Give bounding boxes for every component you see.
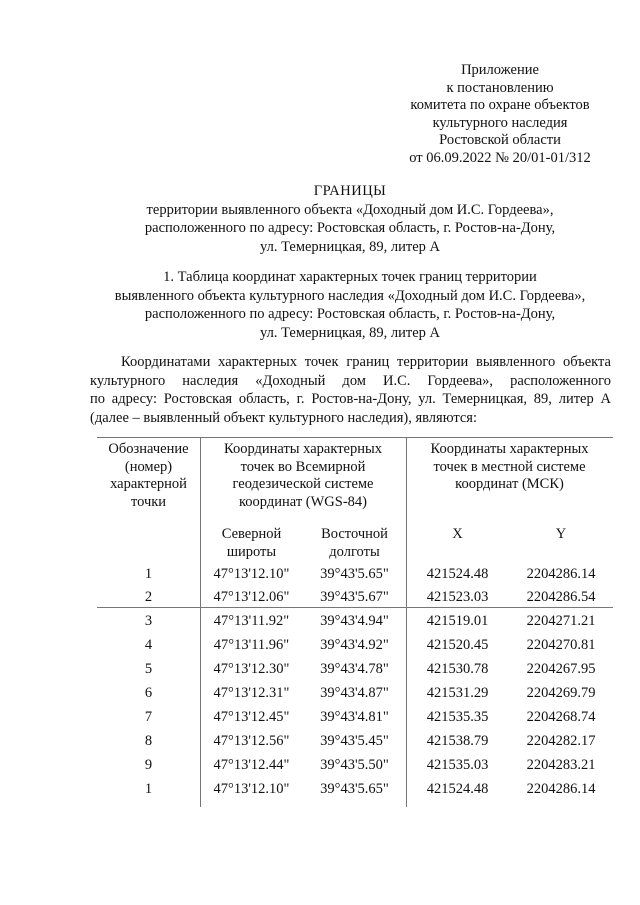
- header-east-longitude: Восточной долготы: [321, 526, 388, 560]
- cell-longitude: 39°43'5.67": [320, 589, 389, 605]
- cell-point-number: 4: [144, 637, 153, 653]
- cell-point-number: 3: [144, 613, 153, 629]
- document-title: [60, 182, 640, 256]
- header-x: X: [452, 526, 463, 542]
- title-line: территории выявленного объекта «Доходный дом И.С. Гордеева»,: [146, 201, 554, 218]
- header-point-designation: Обозначение (номер) характерной точки: [108, 441, 189, 510]
- cell-y: 2204286.14: [526, 566, 596, 582]
- cell-y: 2204267.95: [526, 661, 596, 677]
- cell-x: 421524.48: [426, 781, 489, 797]
- cell-y: 2204282.17: [526, 733, 596, 749]
- appendix-block: [370, 62, 630, 167]
- header-wgs84: Координаты характерных точек во Всемирной геодезической системе координат (WGS-84): [224, 441, 382, 510]
- table-top-border: [97, 437, 613, 438]
- title-line: расположенного по адресу: Ростовская область, г. Ростов-на-Дону,: [144, 220, 556, 236]
- cell-point-number: 6: [144, 685, 153, 701]
- appendix-line: к постановлению: [446, 79, 554, 96]
- cell-x: 421535.35: [426, 709, 489, 725]
- cell-x: 421535.03: [426, 757, 489, 773]
- appendix-line: комитета по охране объектов: [410, 97, 590, 113]
- cell-longitude: 39°43'4.92": [320, 637, 389, 653]
- cell-y: 2204283.21: [526, 757, 596, 773]
- cell-x: 421520.45: [426, 637, 489, 653]
- cell-longitude: 39°43'4.94": [320, 613, 389, 629]
- header-y: Y: [555, 526, 567, 542]
- cell-latitude: 47°13'12.30": [213, 661, 290, 677]
- cell-longitude: 39°43'4.81": [320, 709, 389, 725]
- cell-point-number: 8: [144, 733, 153, 749]
- table-caption-line: 1. Таблица координат характерных точек границ территории: [163, 269, 537, 285]
- cell-point-number: 5: [144, 661, 153, 677]
- cell-x: 421538.79: [426, 733, 489, 749]
- cell-latitude: 47°13'12.06": [213, 589, 290, 605]
- cell-longitude: 39°43'4.78": [320, 661, 389, 677]
- cell-y: 2204286.54: [526, 589, 596, 605]
- appendix-line: Ростовской области: [439, 132, 561, 148]
- cell-longitude: 39°43'5.45": [320, 733, 389, 749]
- cell-point-number: 9: [144, 757, 153, 773]
- cell-x: 421519.01: [426, 613, 489, 629]
- paragraph-line: культурного наследия «Доходный дом И.С. Гордеева», расположенного: [90, 372, 611, 389]
- cell-y: 2204268.74: [526, 709, 596, 725]
- cell-longitude: 39°43'5.50": [320, 757, 389, 773]
- appendix-line: от 06.09.2022 № 20/01-01/312: [409, 149, 591, 166]
- intro-paragraph: [90, 353, 611, 427]
- cell-y: 2204269.79: [526, 685, 596, 701]
- cell-x: 421524.48: [426, 566, 489, 582]
- cell-latitude: 47°13'12.44": [213, 757, 290, 773]
- cell-point-number: 2: [144, 589, 153, 605]
- cell-latitude: 47°13'12.45": [213, 709, 290, 725]
- header-msk: Координаты характерных точек в местной системе координат (МСК): [430, 441, 589, 492]
- cell-longitude: 39°43'5.65": [320, 781, 389, 797]
- cell-y: 2204286.14: [526, 781, 596, 797]
- cell-x: 421531.29: [426, 685, 489, 701]
- paragraph-line: по адресу: Ростовская область, г. Ростов-на-Дону, ул. Темерницкая, 89, литер А: [90, 391, 611, 407]
- cell-latitude: 47°13'12.31": [213, 685, 290, 701]
- table-caption-line: ул. Темерницкая, 89, литер А: [259, 324, 441, 341]
- table-caption-line: расположенного по адресу: Ростовская область, г. Ростов-на-Дону,: [144, 306, 556, 322]
- cell-latitude: 47°13'12.10": [213, 566, 290, 582]
- cell-y: 2204270.81: [526, 637, 596, 653]
- cell-latitude: 47°13'11.96": [213, 637, 290, 653]
- appendix-line: культурного наследия: [432, 114, 568, 131]
- cell-point-number: 1: [144, 566, 153, 582]
- paragraph-line: (далее – выявленный объект культурного наследия), являются:: [90, 409, 478, 426]
- cell-x: 421530.78: [426, 661, 489, 677]
- title-heading: ГРАНИЦЫ: [313, 183, 387, 199]
- table-caption-line: выявленного объекта культурного наследия «Доходный дом И.С. Гордеева»,: [114, 287, 586, 304]
- appendix-line: Приложение: [461, 62, 539, 78]
- cell-point-number: 1: [144, 781, 153, 797]
- table-caption: [60, 268, 640, 342]
- cell-longitude: 39°43'5.65": [320, 566, 389, 582]
- cell-latitude: 47°13'12.56": [213, 733, 290, 749]
- cell-latitude: 47°13'11.92": [213, 613, 290, 629]
- cell-longitude: 39°43'4.87": [320, 685, 389, 701]
- cell-x: 421523.03: [426, 589, 489, 605]
- cell-y: 2204271.21: [526, 613, 596, 629]
- cell-latitude: 47°13'12.10": [213, 781, 290, 797]
- cell-point-number: 7: [144, 709, 153, 725]
- header-north-latitude: Северной широты: [221, 526, 282, 560]
- paragraph-line: Координатами характерных точек границ территории выявленного объекта: [121, 354, 611, 370]
- title-line: ул. Темерницкая, 89, литер А: [259, 238, 441, 255]
- table-row-divider: [97, 607, 613, 608]
